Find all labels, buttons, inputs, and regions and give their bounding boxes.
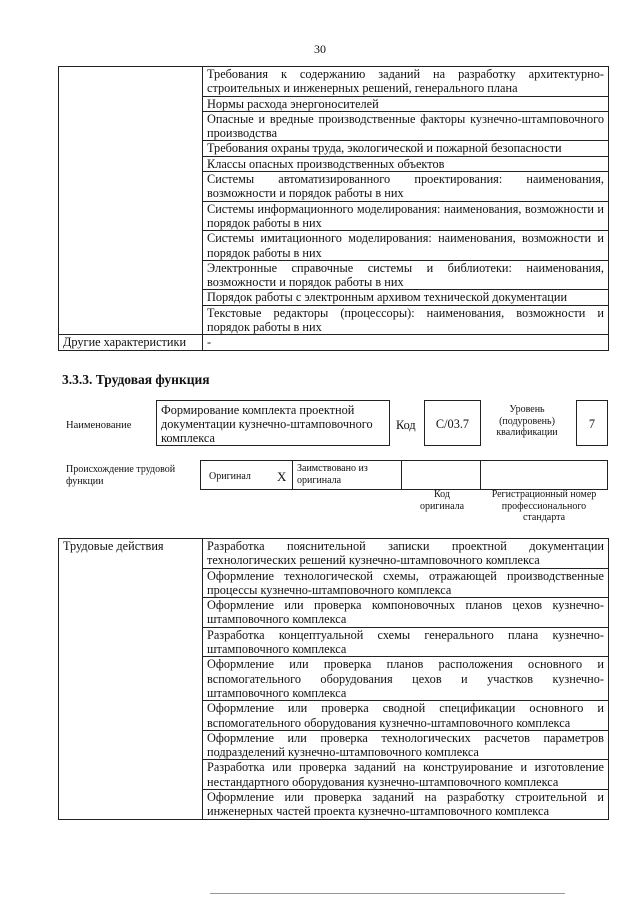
page-number: 30: [314, 42, 326, 56]
borrowed-label: Заимствовано из оригинала: [297, 463, 368, 486]
labor-actions-table: [58, 538, 609, 820]
table-cell: Текстовые редакторы (процессоры): наименования, возможности и порядок работы в них: [203, 305, 609, 335]
table-cell: Оформление технологической схемы, отражающей производственные процессы кузнечно-штамповочного комплекса: [203, 568, 609, 598]
table-cell: Нормы расхода энергоносителей: [203, 96, 609, 111]
table-cell: Системы имитационного моделирования: наименования, возможности и порядок работы в них: [203, 231, 609, 261]
table-cell: Системы автоматизированного проектирования: наименования, возможности и порядок работы в них: [203, 172, 609, 202]
original-label: Оригинал: [209, 471, 251, 482]
level-label: Уровень (подуровень) квалификации: [496, 404, 558, 438]
table-cell: Разработка концептуальной схемы генерального плана кузнечно-штамповочного комплекса: [203, 627, 609, 657]
original-cell: [200, 460, 293, 490]
origin-row: [200, 460, 608, 490]
table-cell: Оформление или проверка компоновочных планов цехов кузнечно-штамповочного комплекса: [203, 598, 609, 628]
name-value-box: [156, 400, 390, 446]
table-cell: Оформление или проверка планов расположения основного и вспомогательного оборудования цехов и участков кузнечно-штамповочного комплекса: [203, 657, 609, 701]
table-cell: Электронные справочные системы и библиотеки: наименования, возможности и порядок работы в них: [203, 260, 609, 290]
knowledge-table: [58, 66, 609, 351]
table-cell: Оформление или проверка сводной спецификации основного и вспомогательного оборудования кузнечно-штамповочного комплекса: [203, 701, 609, 731]
code-value: C/03.7: [435, 417, 470, 431]
table-cell: Порядок работы с электронным архивом технической документации: [203, 290, 609, 305]
section-title: 3.3.3. Трудовая функция: [62, 372, 210, 387]
table-cell: Классы опасных производственных объектов: [203, 156, 609, 171]
table-cell: Разработка пояснительной записки проектной документации технологических решений кузнечно-штамповочного комплекса: [203, 539, 609, 569]
level-value-box: [576, 400, 608, 446]
code-label: Код: [396, 418, 416, 432]
table-cell: Требования охраны труда, экологической и пожарной безопасности: [203, 141, 609, 156]
table-row: [59, 67, 609, 97]
table-cell: Системы информационного моделирования: наименования, возможности и порядок работы в них: [203, 201, 609, 231]
original-mark: X: [277, 469, 287, 484]
level-value: 7: [588, 417, 596, 431]
table-cell: Оформление или проверка заданий на разработку строительной и инженерных частей проекта кузнечно-штамповочного комплекса: [203, 790, 609, 820]
row-label: Трудовые действия: [59, 539, 203, 820]
code-original-caption: Код оригинала: [419, 489, 465, 512]
borrowed-cell: [292, 460, 402, 490]
row-label: [59, 67, 203, 335]
name-value: Формирование комплекта проектной документации кузнечно-штамповочного комплекса: [161, 403, 373, 445]
table-cell: Требования к содержанию заданий на разработку архитектурно-строительных и инженерных решений, генерального плана: [203, 67, 609, 97]
reg-number-cell: [480, 460, 608, 490]
table-row: [59, 335, 609, 350]
other-value: -: [203, 335, 609, 350]
other-label: Другие характеристики: [59, 335, 203, 350]
code-value-box: [424, 400, 481, 446]
code-original-cell: [401, 460, 481, 490]
reg-number-caption: Регистрационный номер профессионального стандарта: [491, 489, 597, 523]
table-cell: Опасные и вредные производственные факторы кузнечно-штамповочного производства: [203, 111, 609, 141]
bottom-rule: [210, 893, 565, 894]
table-cell: Оформление или проверка технологических расчетов параметров подразделений кузнечно-штамповочного комплекса: [203, 730, 609, 760]
name-label: Наименование: [66, 420, 132, 431]
table-cell: Разработка или проверка заданий на конструирование и изготовление нестандартного оборудования кузнечно-штамповочного комплекса: [203, 760, 609, 790]
origin-label: Происхождение трудовой функции: [66, 464, 176, 487]
table-row: [59, 539, 609, 569]
